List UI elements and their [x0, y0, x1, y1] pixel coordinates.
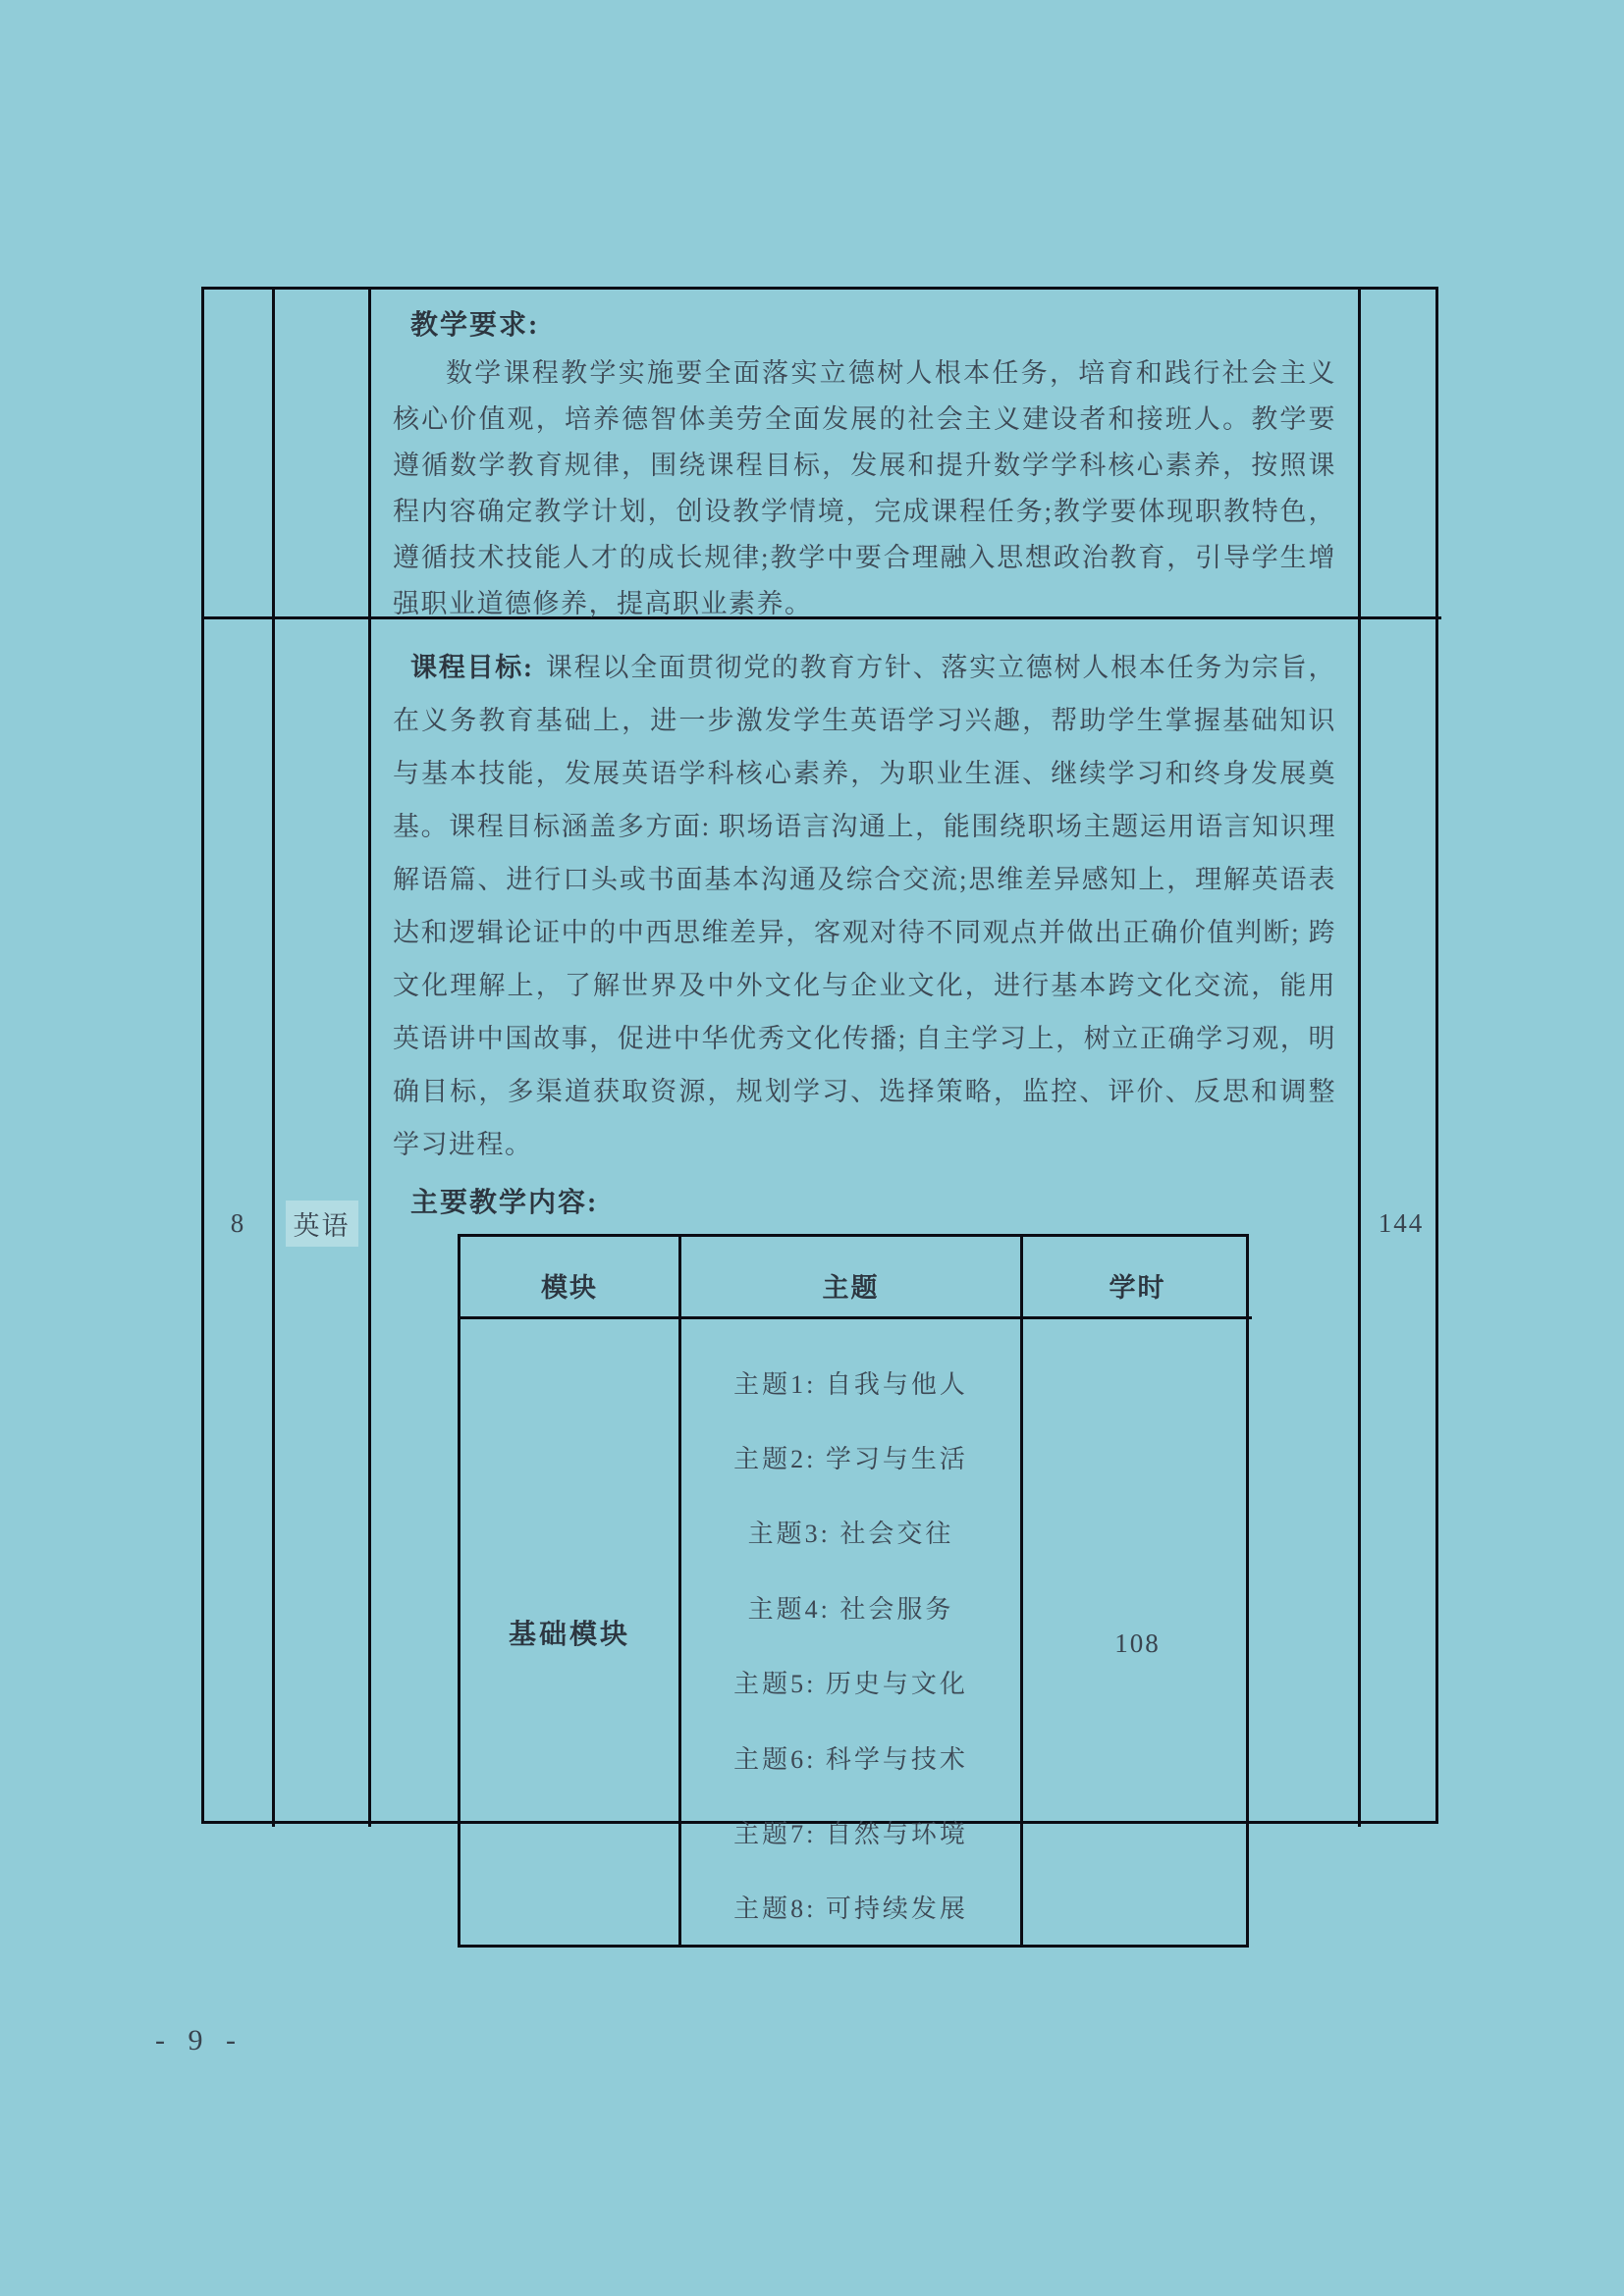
row1-hours-cell-empty — [1361, 290, 1441, 619]
teaching-requirements-text: 数学课程教学实施要全面落实立德树人根本任务，培育和践行社会主义核心价值观，培养德智体美劳全面发展的社会主义建设者和接班人。教学要遵循数学教育规律，围绕课程目标，发展和提升数学学科核心素养，按照课程内容确定教学计划，创设教学情境，完成课程任务;教学要体现职教特色，遵循技术技能人才的成长规律;教学中要合理融入思想政治教育，引导学生增强职业道德修养，提高职业素养。 — [393, 358, 1336, 618]
theme-item: 主题1: 自我与他人 — [733, 1369, 968, 1399]
course-name-cell — [275, 619, 371, 1827]
teaching-requirements-heading: 教学要求: — [410, 310, 540, 341]
theme-item: 主题4: 社会服务 — [747, 1594, 954, 1624]
course-objectives-paragraph — [393, 641, 1336, 1171]
total-hours-cell — [1361, 619, 1441, 1827]
module-column-header: 模块 — [460, 1237, 681, 1319]
teaching-requirements-cell — [371, 290, 1361, 619]
themes-list-cell — [681, 1319, 1023, 1945]
row-index: 8 — [230, 1207, 246, 1238]
course-objectives-text: 课程以全面贯彻党的教育方针、落实立德树人根本任务为宗旨，在义务教育基础上，进一步激发学生英语学习兴趣，帮助学生掌握基础知识与基本技能，发展英语学科核心素养，为职业生涯、继续学习和终身发展奠基。课程目标涵盖多方面: 职场语言沟通上，能围绕职场主题运用语言知识理解语篇、进行口头或书面基本沟通及综合交流;思维差异感知上，理解英语表达和逻辑论证中的中西思维差异，客观对待不同观点并做出正确价值判断; 跨文化理解上，了解世界及中外文化与企业文化，进行基本跨文化交流，能用英语讲中国故事，促进中华优秀文化传播; 自主学习上，树立正确学习观，明确目标，多渠道获取资源，规划学习、选择策略，监控、评价、反思和调整学习进程。 — [393, 653, 1336, 1159]
theme-item: 主题8: 可持续发展 — [733, 1895, 968, 1924]
total-hours-value: 144 — [1378, 1207, 1425, 1238]
course-content-cell — [371, 619, 1361, 1924]
theme-item: 主题7: 自然与环境 — [733, 1819, 968, 1848]
theme-item: 主题3: 社会交往 — [747, 1520, 954, 1549]
basic-module-cell: 基础模块 — [460, 1319, 681, 1945]
hours-column-header: 学时 — [1023, 1237, 1252, 1319]
theme-item: 主题2: 学习与生活 — [733, 1445, 968, 1474]
row1-index-cell-empty — [204, 290, 275, 619]
course-objectives-label: 课程目标: — [410, 653, 534, 682]
theme-item: 主题6: 科学与技术 — [733, 1744, 968, 1774]
page-number: - 9 - — [155, 2024, 244, 2056]
course-name: 英语 — [286, 1201, 358, 1247]
module-hours-cell: 108 — [1114, 1629, 1161, 1658]
module-theme-hours-table — [458, 1234, 1249, 1948]
row1-course-cell-empty — [275, 290, 371, 619]
theme-item: 主题5: 历史与文化 — [733, 1670, 968, 1699]
course-plan-table — [201, 287, 1438, 1924]
row-index-cell — [204, 619, 275, 1827]
main-content-heading: 主要教学内容: — [410, 1188, 599, 1218]
theme-column-header: 主题 — [681, 1237, 1023, 1319]
